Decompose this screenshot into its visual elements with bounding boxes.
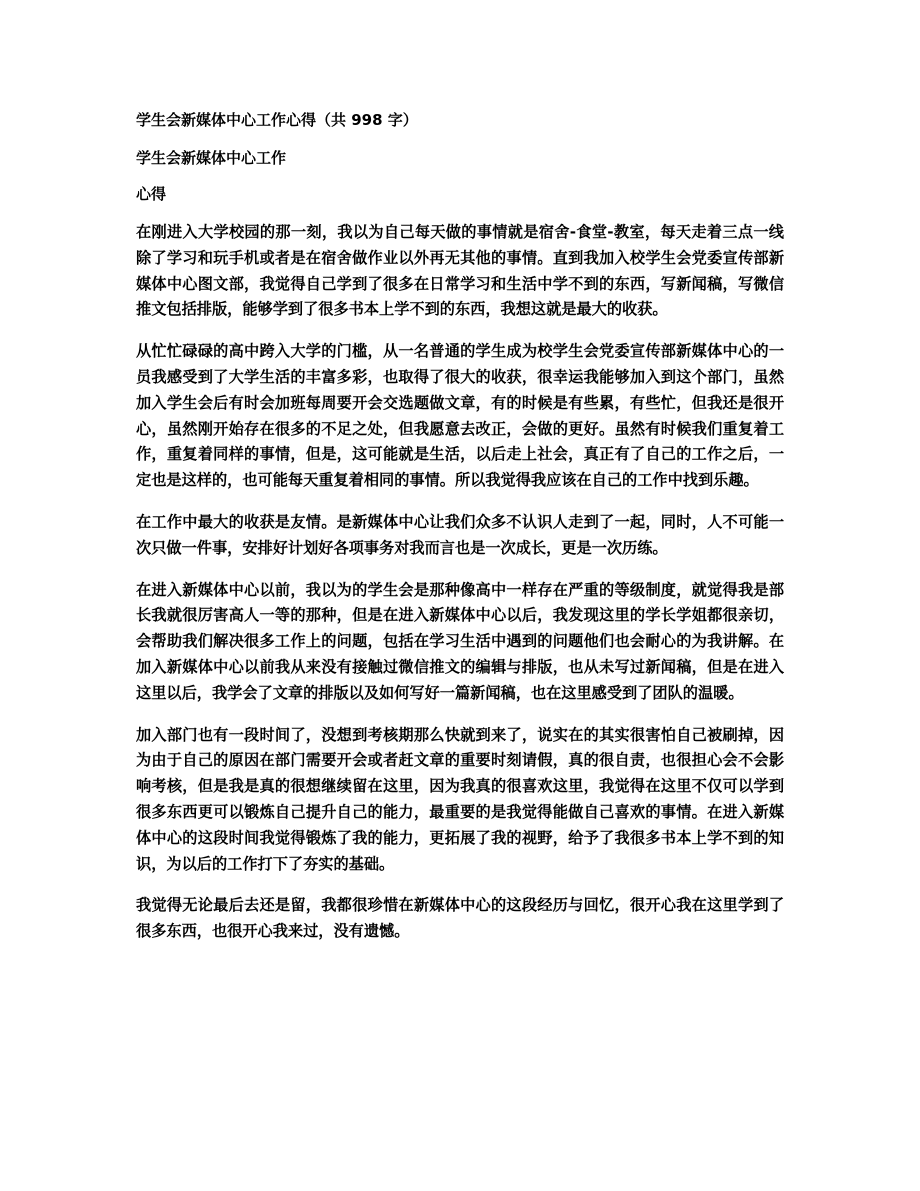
document-subtitle-line-2: 心得 (136, 185, 167, 203)
paragraph: 我觉得无论最后去还是留，我都很珍惜在新媒体中心的这段经历与回忆，很开心我在这里学到了很多东西，也很开心我来过，没有遗憾。 (136, 896, 784, 941)
document-subtitle-line-1: 学生会新媒体中心工作 (136, 149, 287, 167)
document-heading: 学生会新媒体中心工作心得（共 998 字） (136, 111, 418, 129)
paragraph: 在刚进入大学校园的那一刻，我以为自己每天做的事情就是宿舍-食堂-教室，每天走着三点一线除了学习和玩手机或者是在宿舍做作业以外再无其他的事情。直到我加入校学生会党委宣传部新媒体中心图文部，我觉得自己学到了很多在日常学习和生活中学不到的东西，写新闻稿，写微信推文包括排版，能够学到了很多书本上学不到的东西，我想这就是最大的收获。 (136, 223, 784, 319)
paragraph: 在工作中最大的收获是友情。是新媒体中心让我们众多不认识人走到了一起，同时，人不可能一次只做一件事，安排好计划好各项事务对我而言也是一次成长，更是一次历练。 (136, 512, 784, 557)
paragraph: 在进入新媒体中心以前，我以为的学生会是那种像高中一样存在严重的等级制度，就觉得我是部长我就很厉害高人一等的那种，但是在进入新媒体中心以后，我发现这里的学长学姐都很亲切，会帮助我们解决很多工作上的问题，包括在学习生活中遇到的问题他们也会耐心的为我讲解。在加入新媒体中心以前我从来没有接触过微信推文的编辑与排版，也从未写过新闻稿，但是在进入这里以后，我学会了文章的排版以及如何写好一篇新闻稿，也在这里感受到了团队的温暖。 (136, 580, 784, 702)
paragraph: 从忙忙碌碌的高中跨入大学的门槛，从一名普通的学生成为校学生会党委宣传部新媒体中心的一员我感受到了大学生活的丰富多彩，也取得了很大的收获，很幸运我能够加入到这个部门，虽然加入学生会后有时会加班每周要开会交选题做文章，有的时候是有些累，有些忙，但我还是很开心，虽然刚开始存在很多的不足之处，但我愿意去改正，会做的更好。虽然有时候我们重复着工作，重复着同样的事情，但是，这可能就是生活，以后走上社会，真正有了自己的工作之后，一定也是这样的，也可能每天重复着相同的事情。所以我觉得我应该在自己的工作中找到乐趣。 (136, 342, 784, 490)
paragraph: 加入部门也有一段时间了，没想到考核期那么快就到来了，说实在的其实很害怕自己被刷掉，因为由于自己的原因在部门需要开会或者赶文章的重要时刻请假，真的很自责，也很担心会不会影响考核，但是我是真的很想继续留在这里，因为我真的很喜欢这里，我觉得在这里不仅可以学到很多东西更可以锻炼自己提升自己的能力，最重要的是我觉得能做自己喜欢的事情。在进入新媒体中心的这段时间我觉得锻炼了我的能力，更拓展了我的视野，给予了我很多书本上学不到的知识，为以后的工作打下了夯实的基础。 (136, 725, 784, 873)
